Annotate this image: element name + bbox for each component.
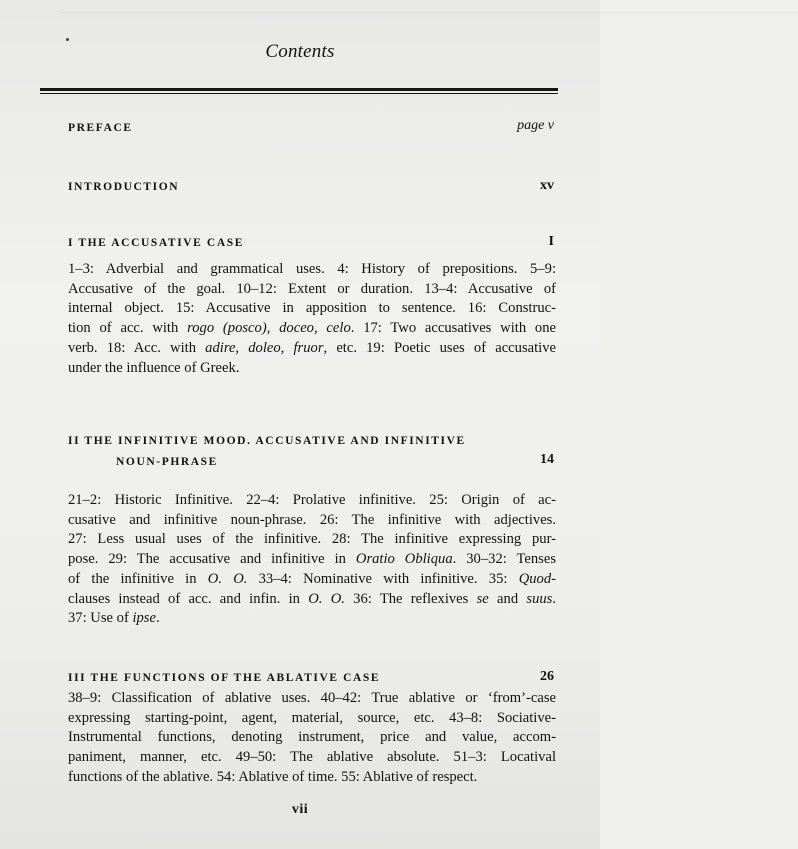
toc-summary-text: and — [488, 590, 527, 607]
toc-page-chapter-2: 14 — [540, 452, 554, 467]
toc-page-preface: page v — [517, 118, 554, 133]
toc-summary-line — [68, 299, 556, 319]
toc-summary-text: 27: Less usual uses of the infinitive. 28: The infinitive expressing pur- — [68, 531, 556, 548]
toc-summary-text: Instrumental functions, denoting instrument, price and value, accom- — [68, 729, 556, 746]
toc-summary-line — [68, 550, 556, 570]
toc-summary-line — [68, 590, 556, 610]
toc-summary-text: Accusative of the goal. 10–12: Extent or duration. 13–4: Accusative of — [68, 280, 556, 297]
toc-summary-line — [68, 260, 556, 280]
toc-summary-line — [68, 530, 556, 550]
toc-page-chapter-3: 26 — [540, 669, 554, 684]
toc-summary-italic: ipse — [132, 610, 156, 627]
toc-summary-text: 38–9: Classification of ablative uses. 40–42: True ablative or ‘from’-case — [68, 690, 556, 706]
toc-summary-text: 1–3: Adverbial and grammatical uses. 4: History of prepositions. 5–9: — [68, 261, 556, 277]
toc-summary-line — [68, 491, 556, 511]
toc-summary-italic: Quod — [518, 570, 552, 587]
title-rule-thin — [40, 93, 558, 94]
toc-heading-introduction: INTRODUCTION — [68, 181, 180, 193]
toc-summary-text: 37: Use of — [68, 610, 133, 627]
toc-page-chapter-1: I — [548, 234, 554, 249]
toc-summary-line — [68, 689, 556, 709]
toc-summary-line — [68, 511, 556, 531]
toc-summary-italic: se — [476, 590, 489, 607]
toc-summary-text: 36: The reflexives — [344, 590, 477, 607]
toc-summary-text: verb. 18: Acc. with — [68, 339, 206, 356]
toc-summary-text: - — [551, 570, 556, 587]
toc-summary-text: . 17: Two accusatives with one — [350, 320, 556, 337]
toc-summary-text: expressing starting-point, agent, material, source, etc. 43–8: Sociative- — [68, 709, 556, 726]
toc-summary-text: . 30–32: Tenses — [452, 551, 556, 568]
toc-summary-text: clauses instead of acc. and infin. in — [68, 590, 309, 607]
toc-summary-italic: adire, doleo, fruor — [205, 339, 324, 356]
toc-summary-text: paniment, manner, etc. 49–50: The ablative absolute. 51–3: Locatival — [68, 749, 556, 766]
toc-summary-text: 33–4: Nominative with infinitive. 35: — [247, 570, 519, 587]
toc-summary-text: tion of acc. with — [68, 320, 188, 337]
toc-summary-text: pose. 29: The accusative and infinitive in — [68, 551, 356, 568]
toc-summary-text: , etc. 19: Poetic uses of accusative — [323, 339, 556, 356]
toc-heading-chapter-2: II THE INFINITIVE MOOD. ACCUSATIVE AND INFINITIVE — [68, 435, 466, 447]
toc-summary-chapter-2 — [68, 491, 556, 629]
toc-summary-line — [68, 280, 556, 300]
page-title: Contents — [265, 41, 335, 62]
show-through-text: ———————————————————————————————————————————————————————————— — [60, 4, 798, 18]
toc-summary-text: . — [552, 590, 557, 607]
title-rule-thick — [40, 88, 558, 91]
toc-summary-line — [68, 570, 556, 590]
toc-heading-preface: PREFACE — [68, 122, 133, 134]
toc-summary-text: of the infinitive in — [68, 570, 208, 587]
toc-summary-line — [68, 709, 556, 729]
toc-summary-italic: rogo (posco), doceo, celo — [187, 320, 351, 337]
toc-page-introduction: xv — [540, 178, 554, 193]
page-folio: vii — [291, 802, 309, 817]
toc-summary-line — [68, 319, 556, 339]
toc-heading-chapter-3: III THE FUNCTIONS OF THE ABLATIVE CASE — [68, 672, 381, 684]
toc-summary-italic: O. O. — [308, 590, 345, 607]
toc-summary-line — [68, 609, 556, 629]
toc-heading-chapter-2-cont: NOUN-PHRASE — [116, 456, 218, 468]
toc-summary-italic: O. O. — [207, 570, 248, 587]
toc-summary-line — [68, 359, 556, 379]
toc-summary-italic: Oratio Obliqua — [355, 551, 453, 568]
toc-summary-chapter-1 — [68, 260, 556, 378]
toc-summary-text: internal object. 15: Accusative in apposition to sentence. 16: Construc- — [68, 300, 556, 317]
toc-summary-text: . — [155, 610, 160, 627]
toc-summary-text: under the influence of Greek. — [68, 359, 240, 376]
toc-summary-text: cusative and infinitive noun-phrase. 26: The infinitive with adjectives. — [68, 511, 556, 528]
toc-heading-chapter-1: I THE ACCUSATIVE CASE — [68, 237, 245, 249]
toc-summary-line — [68, 728, 556, 748]
toc-summary-line — [68, 748, 556, 768]
toc-summary-chapter-3 — [68, 689, 556, 788]
toc-summary-line — [68, 768, 556, 788]
toc-summary-text: 21–2: Historic Infinitive. 22–4: Prolative infinitive. 25: Origin of ac- — [68, 492, 556, 508]
toc-summary-italic: suus — [526, 590, 553, 607]
toc-summary-line — [68, 339, 556, 359]
toc-summary-text: functions of the ablative. 54: Ablative of time. 55: Ablative of respect. — [68, 768, 478, 785]
